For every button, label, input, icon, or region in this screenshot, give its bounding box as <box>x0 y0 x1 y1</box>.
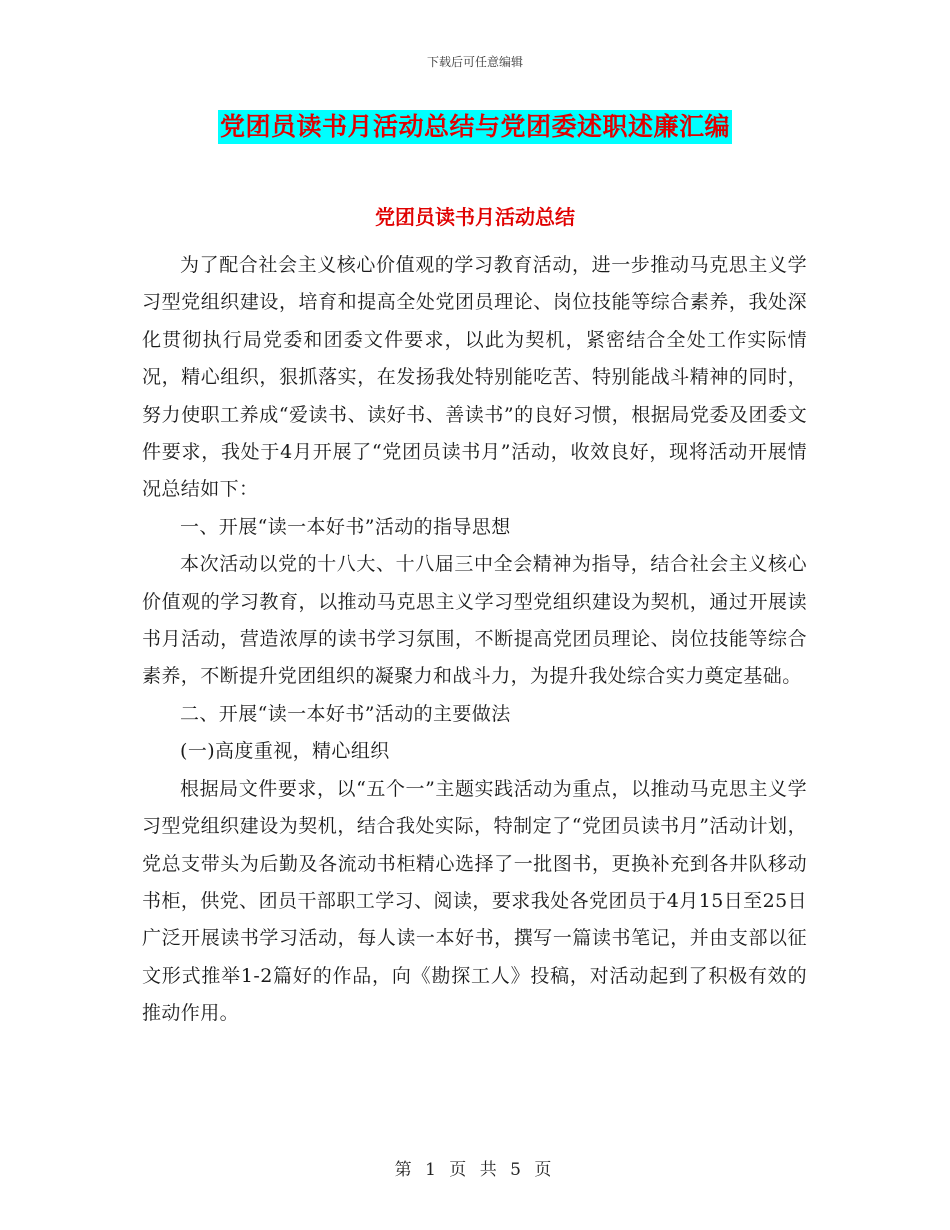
paragraph-guiding-thought: 本次活动以党的十八大、十八届三中全会精神为指导，结合社会主义核心价值观的学习教育，以推动马克思主义学习型党组织建设为契机，通过开展读书月活动，营造浓厚的读书学习氛围，不断提高党团员理论、岗位技能等综合素养，不断提升党团组织的凝聚力和战斗力，为提升我处综合实力奠定基础。 <box>142 553 807 688</box>
header-note: 下载后可任意编辑 <box>426 55 523 69</box>
subheading-organize: (一)高度重视，精心组织 <box>180 740 390 763</box>
heading-guiding-thought: 一、开展“读一本好书”活动的指导思想 <box>180 515 511 538</box>
section-title: 党团员读书月活动总结 <box>375 205 575 229</box>
paragraph-intro: 为了配合社会主义核心价值观的学习教育活动，进一步推动马克思主义学习型党组织建设，培育和提高全处党团员理论、岗位技能等综合素养，我处深化贯彻执行局党委和团委文件要求，以此为契机，紧密结合全处工作实际情况，精心组织，狠抓落实，在发扬我处特别能吃苦、特别能战斗精神的同时，努力使职工养成“爱读书、读好书、善读书”的良好习惯，根据局党委及团委文件要求，我处于4月开展了“党团员读书月”活动，收效良好，现将活动开展情况总结如下： <box>142 254 807 501</box>
paragraph-organize: 根据局文件要求，以“五个一”主题实践活动为重点，以推动马克思主义学习型党组织建设为契机，结合我处实际，特制定了“党团员读书月”活动计划，党总支带头为后勤及各流动书柜精心选择了一批图书，更换补充到各井队移动书柜，供党、团员干部职工学习、阅读，要求我处各党团员于4月15日至25日广泛开展读书学习活动，每人读一本好书，撰写一篇读书笔记，并由支部以征文形式推举1-2篇好的作品，向《勘探工人》投稿，对活动起到了积极有效的推动作用。 <box>142 777 807 1025</box>
heading-main-methods: 二、开展“读一本好书”活动的主要做法 <box>180 702 511 725</box>
main-title: 党团员读书月活动总结与党团委述职述廉汇编 <box>218 110 732 144</box>
main-title-container <box>0 110 950 144</box>
document-body <box>142 247 807 1033</box>
page-footer: 第 1 页 共 5 页 <box>394 1160 556 1180</box>
